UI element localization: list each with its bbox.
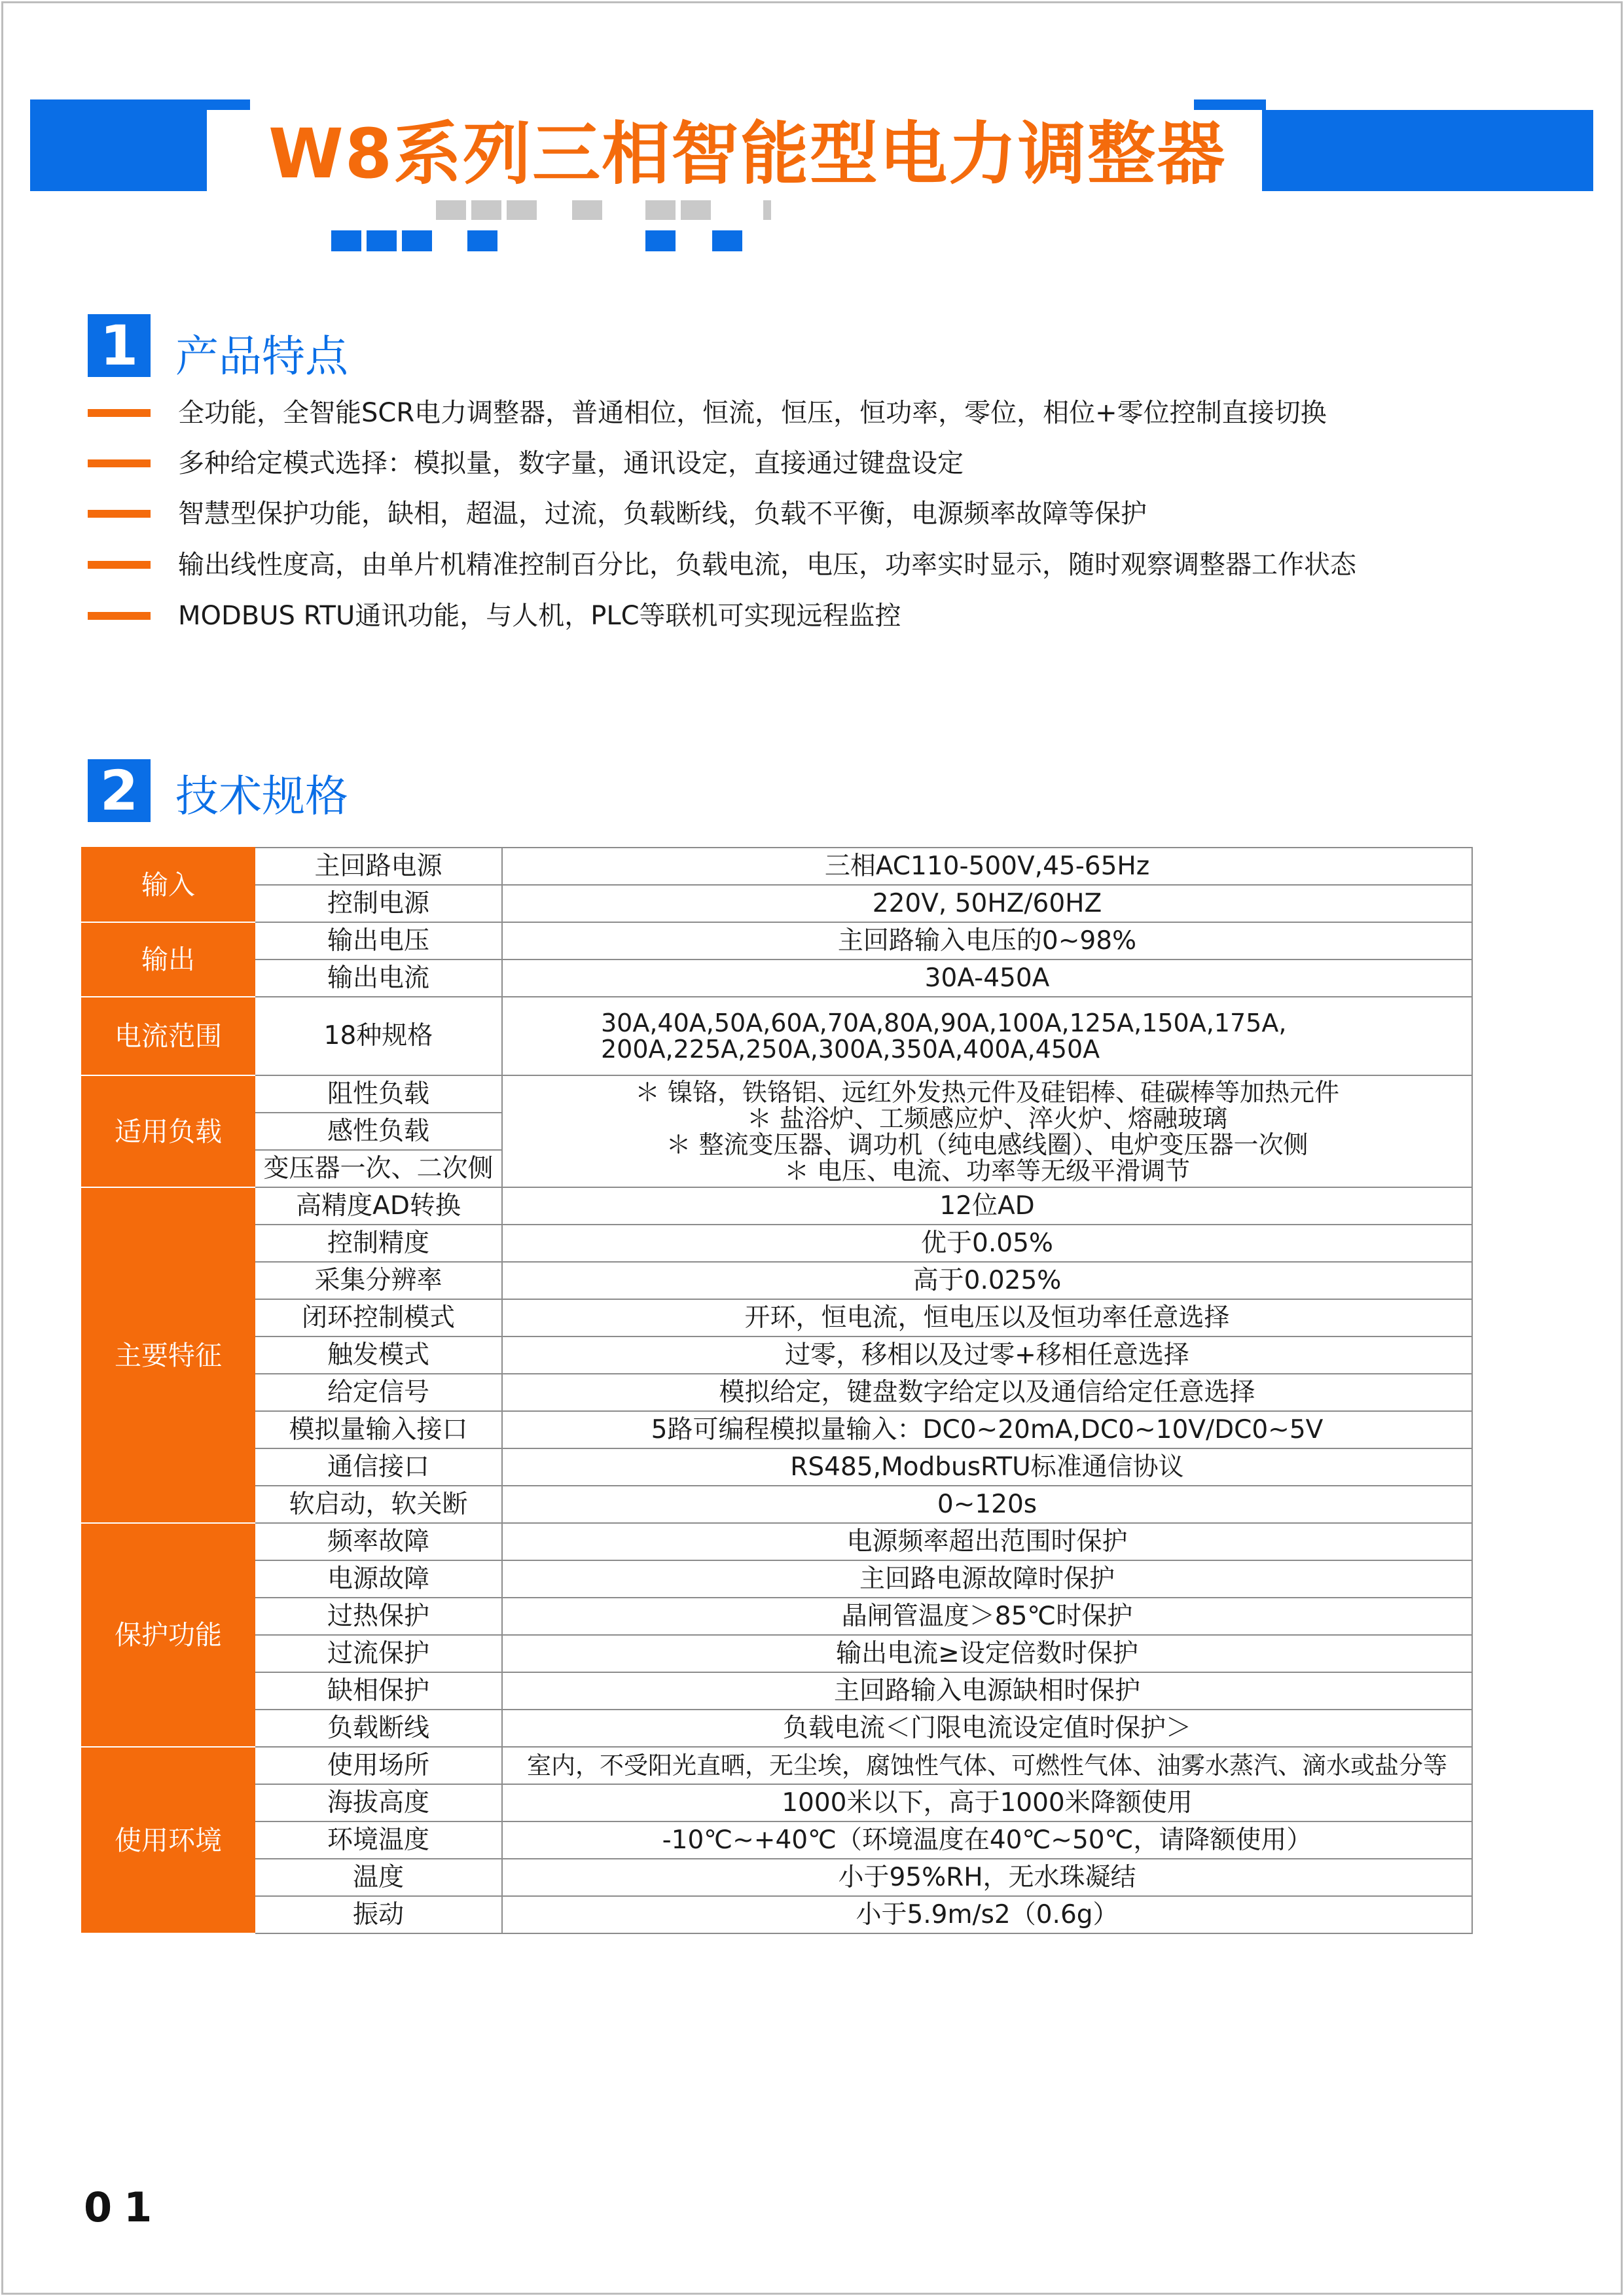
deco-block [367, 230, 397, 251]
spec-table [81, 847, 1473, 1934]
category-features: 主要特征 [82, 1187, 255, 1523]
spec-name: 阻性负载 [255, 1075, 502, 1113]
table-row [82, 1262, 1472, 1299]
spec-value: 主回路电源故障时保护 [502, 1560, 1472, 1598]
spec-name: 通信接口 [255, 1448, 502, 1486]
spec-name: 电源故障 [255, 1560, 502, 1598]
spec-name: 输出电压 [255, 922, 502, 960]
spec-name: 闭环控制模式 [255, 1299, 502, 1336]
spec-value: 开环，恒电流，恒电压以及恒功率任意选择 [502, 1299, 1472, 1336]
table-row [82, 1411, 1472, 1448]
table-row [82, 1747, 1472, 1784]
table-row [82, 1821, 1472, 1859]
table-row [82, 1672, 1472, 1710]
section-1-title: 产品特点 [175, 331, 348, 382]
deco-block [712, 230, 742, 251]
spec-name: 感性负载 [255, 1113, 502, 1150]
deco-block [471, 200, 501, 220]
spec-name: 使用场所 [255, 1747, 502, 1784]
spec-name: 触发模式 [255, 1336, 502, 1374]
spec-name: 控制精度 [255, 1225, 502, 1262]
spec-value: 电源频率超出范围时保护 [502, 1523, 1472, 1560]
table-row [82, 997, 1472, 1075]
spec-name: 海拔高度 [255, 1784, 502, 1821]
table-row [82, 1336, 1472, 1374]
spec-value: 小于5.9m/s2（0.6g） [502, 1896, 1472, 1933]
table-row [82, 1225, 1472, 1262]
deco-block [507, 200, 537, 220]
spec-name: 振动 [255, 1896, 502, 1933]
feature-item: MODBUS RTU通讯功能，与人机，PLC等联机可实现远程监控 [178, 601, 901, 631]
load-line: ＊ 整流变压器、调功机（纯电感线圈）、电炉变压器一次侧 [666, 1130, 1308, 1159]
category-input: 输入 [82, 848, 255, 922]
current-range-line: 30A,40A,50A,60A,70A,80A,90A,100A,125A,150A,175A, [601, 1009, 1287, 1037]
deco-block [763, 200, 771, 220]
feature-item: 智慧型保护功能，缺相，超温，过流，负载断线，负载不平衡，电源频率故障等保护 [178, 499, 1147, 529]
page-number: 01 [84, 2183, 164, 2231]
document-title: W8系列三相智能型电力调整器 [268, 114, 1227, 194]
spec-name: 给定信号 [255, 1374, 502, 1411]
spec-value: 主回路输入电压的0~98% [502, 922, 1472, 960]
spec-value [502, 997, 1472, 1075]
deco-block [645, 230, 676, 251]
table-row [82, 960, 1472, 997]
spec-value: 主回路输入电源缺相时保护 [502, 1672, 1472, 1710]
table-row [82, 1187, 1472, 1225]
load-line: ＊ 镍铬，铁铬铝、远红外发热元件及硅铝棒、硅碳棒等加热元件 [634, 1077, 1340, 1107]
feature-bullet [88, 459, 151, 467]
deco-block [645, 200, 676, 220]
spec-value: 室内，不受阳光直晒，无尘埃，腐蚀性气体、可燃性气体、油雾水蒸汽、滴水或盐分等 [502, 1747, 1472, 1784]
header-line-right [1194, 99, 1266, 110]
feature-item: 多种给定模式选择：模拟量，数字量，通讯设定，直接通过键盘设定 [178, 448, 964, 478]
spec-name: 变压器一次、二次侧 [255, 1150, 502, 1187]
table-row [82, 1486, 1472, 1523]
deco-block [331, 230, 361, 251]
spec-value: 优于0.05% [502, 1225, 1472, 1262]
section-1-number: 1 [88, 314, 151, 377]
category-current-range: 电流范围 [82, 997, 255, 1075]
category-environment: 使用环境 [82, 1747, 255, 1933]
spec-value: 高于0.025% [502, 1262, 1472, 1299]
feature-item: 输出线性度高，由单片机精准控制百分比，负载电流，电压，功率实时显示，随时观察调整器工作状态 [178, 550, 1356, 580]
table-row [82, 885, 1472, 922]
spec-name: 负载断线 [255, 1710, 502, 1747]
spec-name: 过热保护 [255, 1598, 502, 1635]
load-line: ＊ 盐浴炉、工频感应炉、淬火炉、熔融玻璃 [746, 1103, 1228, 1133]
feature-bullet [88, 612, 151, 620]
deco-block [436, 200, 466, 220]
spec-name: 控制电源 [255, 885, 502, 922]
feature-bullet [88, 510, 151, 518]
spec-value: 30A-450A [502, 960, 1472, 997]
table-row [82, 1784, 1472, 1821]
table-row [82, 1523, 1472, 1560]
header-bar-right [1262, 110, 1593, 191]
spec-value: 1000米以下，高于1000米降额使用 [502, 1784, 1472, 1821]
category-load: 适用负载 [82, 1075, 255, 1187]
deco-block [467, 230, 497, 251]
spec-value [502, 1075, 1472, 1187]
spec-value: 5路可编程模拟量输入：DC0~20mA,DC0~10V/DC0~5V [502, 1411, 1472, 1448]
table-row [82, 922, 1472, 960]
deco-block [402, 230, 432, 251]
section-2-title: 技术规格 [175, 771, 348, 821]
spec-name: 高精度AD转换 [255, 1187, 502, 1225]
category-protection: 保护功能 [82, 1523, 255, 1747]
spec-value: 输出电流≥设定倍数时保护 [502, 1635, 1472, 1672]
spec-value: 12位AD [502, 1187, 1472, 1225]
section-2-number: 2 [88, 759, 151, 822]
spec-name: 模拟量输入接口 [255, 1411, 502, 1448]
spec-name: 软启动，软关断 [255, 1486, 502, 1523]
spec-value: 模拟给定，键盘数字给定以及通信给定任意选择 [502, 1374, 1472, 1411]
table-row [82, 1299, 1472, 1336]
spec-value: 220V, 50HZ/60HZ [502, 885, 1472, 922]
table-row [82, 1598, 1472, 1635]
feature-bullet [88, 561, 151, 569]
spec-name: 采集分辨率 [255, 1262, 502, 1299]
spec-value: 小于95%RH，无水珠凝结 [502, 1859, 1472, 1896]
deco-block [681, 200, 711, 220]
table-row [82, 1075, 1472, 1113]
table-row [82, 1859, 1472, 1896]
table-row [82, 1560, 1472, 1598]
spec-name: 温度 [255, 1859, 502, 1896]
current-range-line: 200A,225A,250A,300A,350A,400A,450A [601, 1035, 1100, 1064]
spec-name: 缺相保护 [255, 1672, 502, 1710]
table-row [82, 1896, 1472, 1933]
header-line-left [207, 99, 250, 110]
deco-block [572, 200, 602, 220]
header-notch-left [207, 110, 246, 191]
spec-name: 18种规格 [255, 997, 502, 1075]
spec-value: 过零，移相以及过零+移相任意选择 [502, 1336, 1472, 1374]
spec-value: 三相AC110-500V,45-65Hz [502, 848, 1472, 885]
spec-value: -10℃~+40℃（环境温度在40℃~50℃，请降额使用） [502, 1821, 1472, 1859]
spec-value: RS485,ModbusRTU标准通信协议 [502, 1448, 1472, 1486]
spec-name: 环境温度 [255, 1821, 502, 1859]
table-row [82, 848, 1472, 885]
spec-name: 输出电流 [255, 960, 502, 997]
load-line: ＊ 电压、电流、功率等无级平滑调节 [784, 1156, 1191, 1185]
feature-bullet [88, 409, 151, 417]
spec-value: 0~120s [502, 1486, 1472, 1523]
spec-value: 晶闸管温度＞85℃时保护 [502, 1598, 1472, 1635]
feature-item: 全功能，全智能SCR电力调整器，普通相位，恒流，恒压，恒功率，零位，相位+零位控制直接切换 [178, 398, 1327, 428]
spec-name: 主回路电源 [255, 848, 502, 885]
category-output: 输出 [82, 922, 255, 997]
table-row [82, 1635, 1472, 1672]
spec-name: 频率故障 [255, 1523, 502, 1560]
table-row [82, 1374, 1472, 1411]
spec-name: 过流保护 [255, 1635, 502, 1672]
table-row [82, 1710, 1472, 1747]
table-row [82, 1448, 1472, 1486]
spec-value: 负载电流＜门限电流设定值时保护＞ [502, 1710, 1472, 1747]
